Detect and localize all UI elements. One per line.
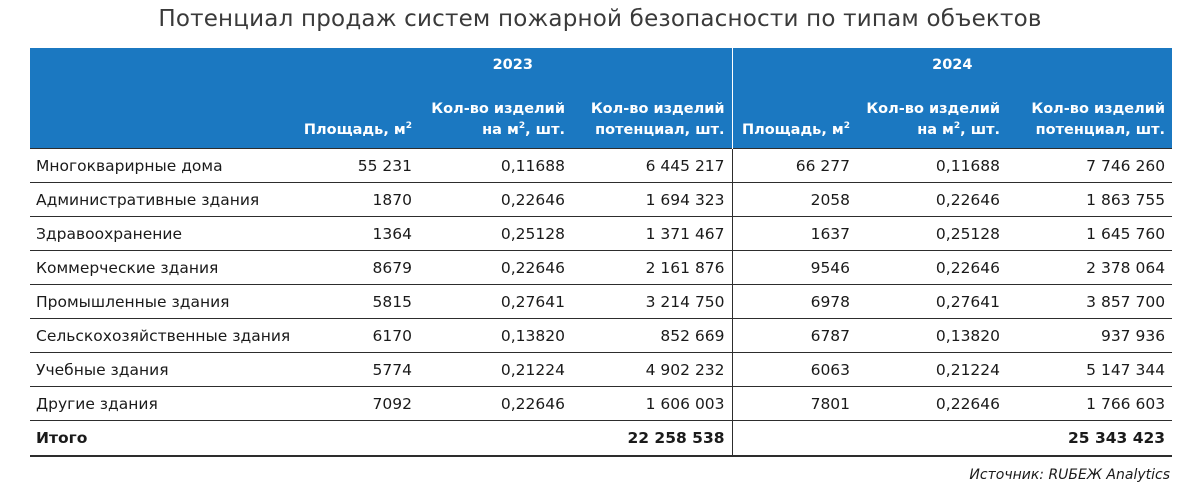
per-m2-2023: 0,22646 <box>419 387 572 421</box>
area-2024: 7801 <box>732 387 857 421</box>
table-header <box>30 48 1172 149</box>
page-title: Потенциал продаж систем пожарной безопасности по типам объектов <box>158 6 1042 32</box>
per-m2-2024: 0,11688 <box>857 149 1007 183</box>
potential-2023: 1 606 003 <box>572 387 732 421</box>
area-2024: 6978 <box>732 285 857 319</box>
col-per-m2-2023: Кол-во изделий на $м^2$, шт. <box>419 81 572 149</box>
table-row <box>30 251 1172 285</box>
col-per-m2-2024: Кол-во изделий на $м^2$, шт. <box>857 81 1007 149</box>
row-name: Другие здания <box>30 387 294 421</box>
table-body <box>30 149 1172 457</box>
header-spacer <box>30 81 294 149</box>
potential-2024: 1 645 760 <box>1007 217 1172 251</box>
total-potential-2024: 25 343 423 <box>1007 421 1172 457</box>
sales-potential-table <box>30 48 1172 457</box>
per-m2-2023: 0,22646 <box>419 251 572 285</box>
potential-2023: 2 161 876 <box>572 251 732 285</box>
empty-cell <box>732 421 857 457</box>
table-row <box>30 285 1172 319</box>
row-name: Административные здания <box>30 183 294 217</box>
potential-2024: 1 766 603 <box>1007 387 1172 421</box>
column-header-row <box>30 81 1172 149</box>
year-2023-header: 2023 <box>294 48 732 81</box>
row-name: Многокваpирные дома <box>30 149 294 183</box>
area-2024: 66 277 <box>732 149 857 183</box>
area-2023: 55 231 <box>294 149 419 183</box>
potential-2024: 7 746 260 <box>1007 149 1172 183</box>
row-name: Коммерческие здания <box>30 251 294 285</box>
table-row <box>30 319 1172 353</box>
potential-2023: 6 445 217 <box>572 149 732 183</box>
area-2023: 6170 <box>294 319 419 353</box>
per-m2-2024: 0,25128 <box>857 217 1007 251</box>
total-row <box>30 421 1172 457</box>
empty-cell <box>419 421 572 457</box>
potential-2023: 4 902 232 <box>572 353 732 387</box>
year-2024-header: 2024 <box>732 48 1172 81</box>
per-m2-2024: 0,27641 <box>857 285 1007 319</box>
potential-2024: 937 936 <box>1007 319 1172 353</box>
potential-2024: 2 378 064 <box>1007 251 1172 285</box>
per-m2-2024: 0,13820 <box>857 319 1007 353</box>
potential-2024: 5 147 344 <box>1007 353 1172 387</box>
col-potential-2023: Кол-во изделий потенциал, шт. <box>572 81 732 149</box>
potential-2023: 3 214 750 <box>572 285 732 319</box>
per-m2-2023: 0,25128 <box>419 217 572 251</box>
per-m2-2023: 0,21224 <box>419 353 572 387</box>
row-name: Здравоохранение <box>30 217 294 251</box>
area-2024: 2058 <box>732 183 857 217</box>
col-area-2024: Площадь, $м^2$ <box>732 81 857 149</box>
header-spacer <box>30 48 294 81</box>
area-2024: 6063 <box>732 353 857 387</box>
area-2023: 1364 <box>294 217 419 251</box>
row-name: Сельскохозяйственные здания <box>30 319 294 353</box>
area-2023: 5774 <box>294 353 419 387</box>
table-row <box>30 217 1172 251</box>
area-2024: 1637 <box>732 217 857 251</box>
area-2023: 7092 <box>294 387 419 421</box>
per-m2-2024: 0,22646 <box>857 183 1007 217</box>
potential-2023: 1 694 323 <box>572 183 732 217</box>
per-m2-2024: 0,22646 <box>857 387 1007 421</box>
table-row <box>30 149 1172 183</box>
potential-2024: 3 857 700 <box>1007 285 1172 319</box>
area-2024: 6787 <box>732 319 857 353</box>
area-2023: 1870 <box>294 183 419 217</box>
per-m2-2023: 0,22646 <box>419 183 572 217</box>
area-2023: 5815 <box>294 285 419 319</box>
source-note: Источник: RUБЕЖ Analytics <box>969 467 1170 483</box>
per-m2-2024: 0,22646 <box>857 251 1007 285</box>
table-row <box>30 387 1172 421</box>
row-name: Промышленные здания <box>30 285 294 319</box>
col-area-2023: Площадь, $м^2$ <box>294 81 419 149</box>
area-2023: 8679 <box>294 251 419 285</box>
empty-cell <box>857 421 1007 457</box>
table-row <box>30 183 1172 217</box>
row-name: Учебные здания <box>30 353 294 387</box>
per-m2-2023: 0,11688 <box>419 149 572 183</box>
area-2024: 9546 <box>732 251 857 285</box>
per-m2-2023: 0,27641 <box>419 285 572 319</box>
col-potential-2024: Кол-во изделий потенциал, шт. <box>1007 81 1172 149</box>
potential-2024: 1 863 755 <box>1007 183 1172 217</box>
potential-2023: 1 371 467 <box>572 217 732 251</box>
potential-2023: 852 669 <box>572 319 732 353</box>
empty-cell <box>294 421 419 457</box>
per-m2-2024: 0,21224 <box>857 353 1007 387</box>
total-label: Итого <box>30 421 294 457</box>
total-potential-2023: 22 258 538 <box>572 421 732 457</box>
table-row <box>30 353 1172 387</box>
year-header-row <box>30 48 1172 81</box>
per-m2-2023: 0,13820 <box>419 319 572 353</box>
